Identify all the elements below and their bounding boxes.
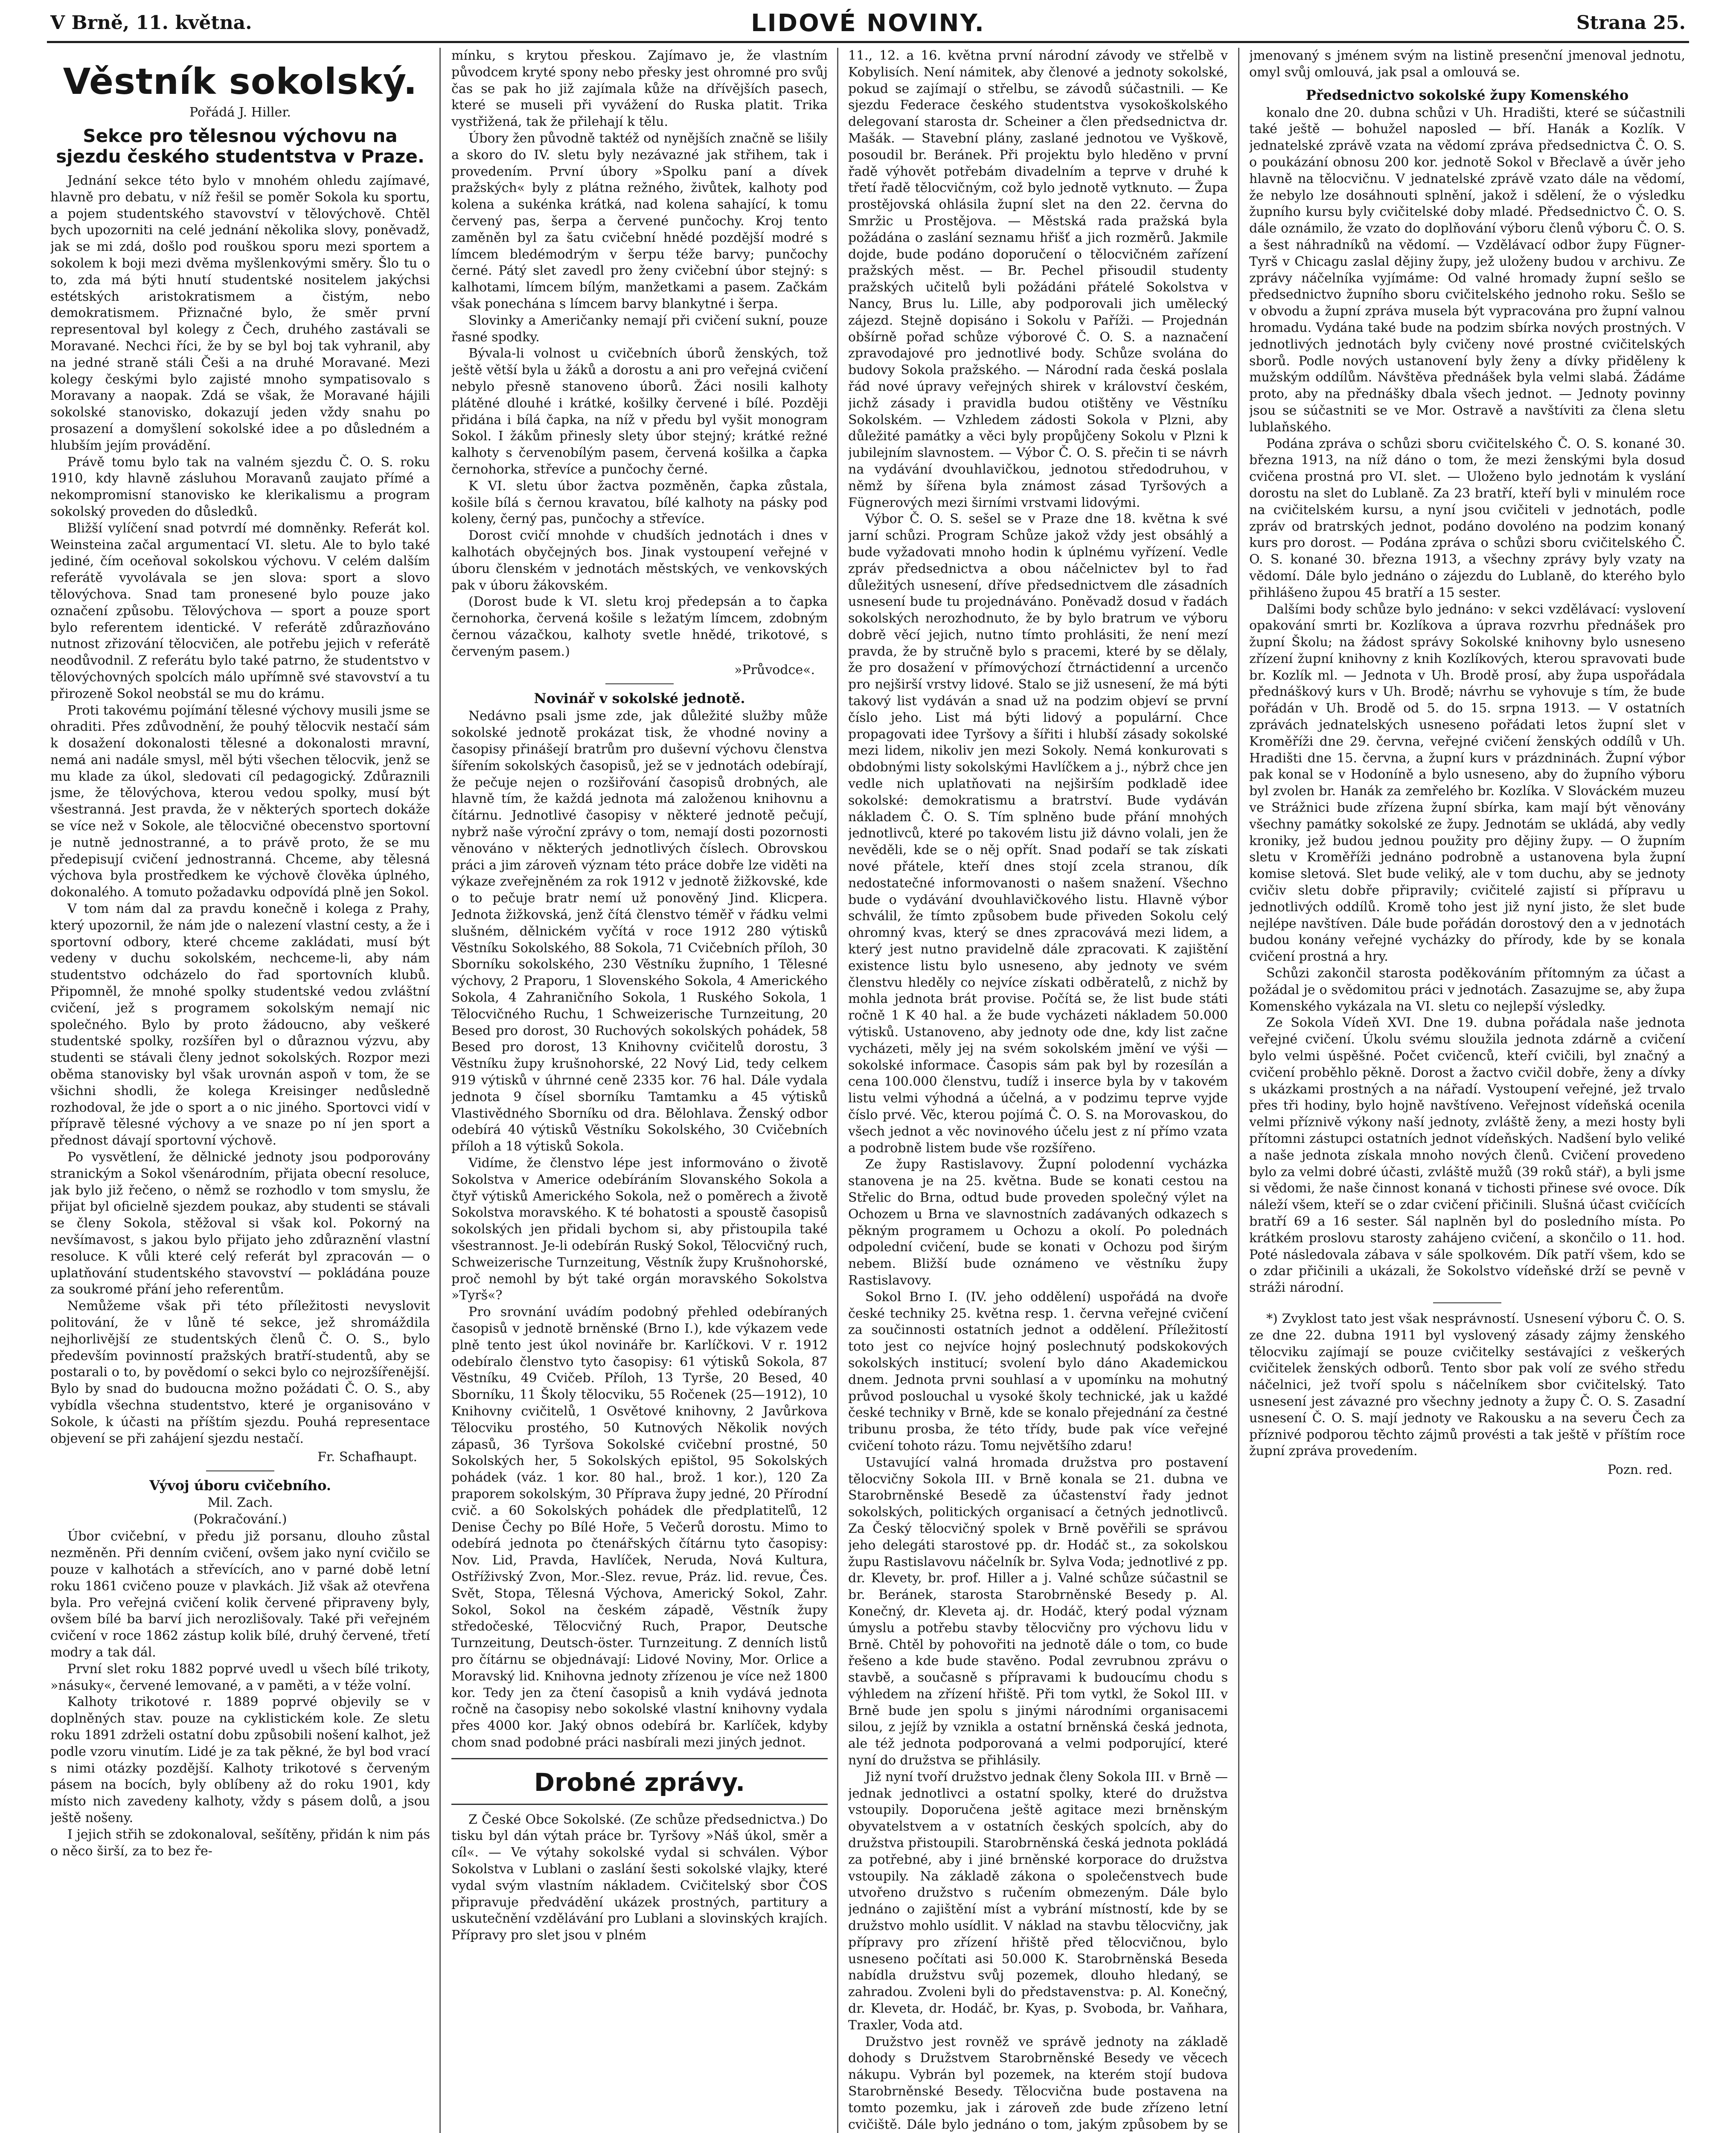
article-paragraph: mínku, s krytou přeskou. Zajímavo je, že vlastním původcem kryté spony nebo přesky jest ohromné pro svůj čas se pak ho již zajímala kůže na dřívějších pasech, které se museli při vyvážení do Ruska platit. Trika vystřižená, tak že přilehají k tělu. (451, 48, 828, 130)
newspaper-title: LIDOVÉ NOVINY. (751, 9, 985, 37)
article-paragraph: Kalhoty trikotové r. 1889 poprvé objevily se v doplněných stav. pouze na cyklistickém kole. Ze sletu roku 1891 zdrželi ostatní dobu způsobili nošení kalhot, jež podle vzoru vinutím. Lidé je za tak pěkné, že byl bod vrací s nimi otázky pozdější. Kalhoty trikotové s červeným pásem na bocích, byly oblíbeny až do roku 1901, kdy místo nich zavedeny kalhoty, vždy s pásem dolů, a jsou ještě nošeny. (50, 1694, 430, 1825)
article-separator (206, 1470, 274, 1471)
section-masthead: Věstník sokolský. (63, 61, 418, 102)
article-paragraph: V tom nám dal za pravdu konečně i kolega z Prahy, který upozornil, že nám jde o nalezení vlastní cesty, a že i sportovní odbory, které chceme zakládati, musí být vedeny v duchu sokolském, nechceme-li, aby nám studentstvo odcházelo do řad sportovních klubů. Připomněl, že mnohé spolky studentské vedou zvláštní cvičení, jež s programem sokolským nemají nic společného. Bylo by proto žádoucno, aby veškeré studentské spolky, rozšířen byl o důraznou výzvu, aby studenti se stávali členy jednot sokolských. Rozpor mezi oběma stanovisky byl však urovnán aspoň v tom, že se všichni shodli, že kolega Kreisinger nedůsledně rozhodoval, že jde o sport a o nic jiného. Sportovci vidí v přípravě tělesné výchovy a ve snaze po ní jen sport a přednost dávají sportovní výchově. (50, 901, 430, 1148)
article-paragraph: Pro srovnání uvádím podobný přehled odebíraných časopisů v jednotě brněnské (Brno I.), kde výkazem vede plně tento jest úkol novináře br. Karlíčkovi. V r. 1912 odebíralo členstvo tyto časopisy: 61 výtisků Sokola, 87 Věstníku, 49 Cvičeb. Příloh, 13 Tyrše, 20 Besed, 40 Sborníku, 11 Školy tělocviku, 55 Ročenek (25—1912), 10 Knihovny cvičitelů, 1 Osvětové knihovny, 2 Javůrkova Tělocviku prostého, 50 Kutnových Několik nových zápasů, 36 Tyršova Sokolské cvičební prostné, 50 Sokolských her, 5 Sokolských epištol, 95 Sokolských pohádek (váz. 1 kor. 80 hal., brož. 1 kor.), 120 Za praporem sokolským, 30 Příprava župy jedné, 20 Přírodní cvič. a 60 Sokolských pohádek dle předplatiteľů, 12 Denise Čechy po Bílé Hoře, 5 Večerů dorostu. Mimo to odebírá jednota po čtenářských čítárnu tyto časopisy: Nov. Lid, Pravda, Havlíček, Neruda, Nová Kultura, Ostříživský Zvon, Mor.-Slez. revue, Práz. lid. revue, Čes. Svět, Stopa, Tělesná Výchova, Americký Sokol, Zahr. Sokol, Sokol na českém západě, Věstník župy středočeské, Tělocvičný Ruch, Prapor, Deutsche Turnzeitung, Deutsch-öster. Turnzeitung. Z denních listů pro čítárnu se objednávají: Lidové Noviny, Mor. Orlice a Moravský lid. Knihovna jednoty zřízenou je více než 1800 kor. Tedy jen za čtení časopisů a knih vydává jednota ročně na časopisy nebo sokolské vlastní knihovny vydala přes 4000 kor. Jaký obnos odebírá br. Karlíček, kdyby chom snad podobné práci nasbírali mezi jiných jednot. (451, 1305, 828, 1750)
article-paragraph: Výbor Č. O. S. sešel se v Praze dne 18. května k své jarní schůzi. Program Schůze jakož vždy jest obsáhlý a bude vyžadovati mnoho hodin k úplnému vyřízení. Vedle zpráv předsednictva a obou náčelnictev byl to řad důležitých usnesení, dříve předsednictvem dle zásadních usnesení bude tu projednáváno. Poněvadž dosud v řadách sokolských nerozhodnuto, že by bylo bratrum ve výboru dobrě věcí jejich, nutno tímto prohlásiti, že není mezí pravda, že by stručně bylo s pracemi, které by se dělaly, že pro dosažení v přímovýchozí čtrnáctidenní a urcenčo pro nejširší vrstvy lidové. Stalo se již usnesení, že má býti takový list vydáván a snad už na podzim objeví se první číslo jeho. List má býti lidový a populární. Chce propagovati idee Tyršovy a šířiti i hlubší zásady sokolské mezi lidem, nikoliv jen mezi Sokoly. Nemá konkurovati s obdobnými listy sokolskými Havlíčkem a j., nýbrž chce jen vedle nich uplatňovati na nejširším podkladě idee sokolské: demokratismu a bratrství. Bude vydáván nákladem Č. O. S. Tím splněno bude přání mnohých jednotlivců, které po takovém listu již dávno volali, jen že nevěděli, kde se o něj opřít. Snad podaří se tak získati nové přátele, kteří dnes stojí zcela stranou, dík nedostatečné informovanosti o našem snažení. Všechno bude o vydávání dvouhlavičkového listu. Hlavně výbor schválil, že tímto způsobem bude přiveden Sokolu celý ohromný kvas, který se dnes zpracovává mezi lidem, a který jest nutno pravidelně dále zpracovati. K zajištění existence listu bylo usneseno, aby jednoty ve svém členstvu hleděly co nejvíce získati odběratelů, z nichž by mohla jednota brát provise. Počítá se, že list bude státi ročně 1 K 40 hal. a že bude vycházeti nákladem 50.000 výtisků. Ustanoveno, aby jednoty ode dne, kdy list začne vycházeti, měly jej na svém sokolském jmění ve výši — sokolské informace. Časopis sám pak byl by rozesílán a cena 100.000 členstvu, tudíž i inserce byla by v takovém listu velmi výhodná a účelná, a v podzimu teprve vyjde číslo prvé. Věc, kterou pojímá Č. O. S. na Morovaskou, do všech jednot a věc novinového účelu jest z ní přímo vzata a podrobně listem bude vše rozšířeno. (848, 511, 1228, 1156)
article-paragraph: (Dorost bude k VI. sletu kroj předepsán a to čapka černohorka, červená košile s ležatým límcem, zdobným černou vázačkou, kalhoty svetle hnědé, trikotové, s červeným pasem.) (451, 594, 828, 659)
section-editor: Pořádá J. Hiller. (189, 105, 291, 120)
section-headline: Drobné zprávy. (534, 1767, 745, 1797)
column-divider (439, 48, 441, 2133)
section-rule (451, 1758, 828, 1759)
article-headline: Vývoj úboru cvičebního. (149, 1477, 331, 1494)
article-paragraph: jmenovaný s jménem svým na listině presenční jmenoval jednotu, omyl svůj omlouvá, jak psal a omlouvá se. (1249, 48, 1685, 80)
article-paragraph: Úbory žen původně taktéž od nynějších značně se lišily a skoro do IV. sletu byly nezávazné jak střihem, tak i provedením. První úbory »Spolku paní a dívek pražských« byly z plátna režného, živůtek, kalhoty pod kolena a sukénka krátká, nad kolena sahající, k tomu červený pas, šerpa a červené punčochy. Kroj tento zaměněn byl za šatu cvičební hnědé pozdější modré s límcem bledémodrým v šerpu téže barvy; punčochy černé. Pátý slet zavedl pro ženy cvičební úbor stejný: s kalhotami, límcem bílým, manžetkami a pasem. Začkám však ponechána s límcem barvy blankytné i šerpa. (451, 131, 828, 311)
article-paragraph: Sokol Brno I. (IV. jeho oddělení) uspořádá na dvoře české techniky 25. května resp. 1. června veřejné cvičení za součinnosti ostatních jednot a oddělení. Příležitostí toto jest co nejvíce hojný poslechnutý podskokových sokolských institucí; svolení bylo dáno Akademickou dnem. Jednota prvni souhlasí a v upomínku na mohutný průvod poslouchal u vysoké školy technické, jak u každé české techniky v Brně, kde se konalo přejednání za čestné tribunu prosba, že této třídy, bude pak více veřejné cvičení tohoto rázu. Tomu největšího zdaru! (848, 1289, 1228, 1453)
article-paragraph: Úbor cvičební, v předu již porsanu, dlouho zůstal nezměněn. Při denním cvičení, ovšem jako nyní cvičilo se pouze v kalhotách a střevících, ano v parné době letní roku 1861 cvičeno pouze v plavkách. Již však až otevřena byla. Pro veřejná cvičení kolik červené připraveny byly, ovšem bílé ba barví jich nerozlišovaly. Také při veřejném cvičení v roce 1862 zástup kolik bílé, druhý červené, třetí modry a tak dál. (50, 1529, 430, 1660)
footnote-signature: Pozn. red. (1607, 1462, 1672, 1478)
footnote: *) Zvyklost tato jest však nesprávností. Usnesení výboru Č. O. S. ze dne 22. dubna 1911 byl vyslovený zásady zájmy ženského tělocviku zajímají se pouze cvičitelky sestávajíci z veškerých cvičitelek ženských odborů. Tento sbor pak volí ze svého středu náčelnici, jež tvoří spolu s náčelníkem sbor cvičitelský. Tato usnesení jest závazné pro všechny jednoty a župy Č. O. S. Zasadní usnesení Č. O. S. mají jednoty ve Rakousku a na severu Čech za příznivé podporou těchto zájmů provésti a tak ještě v příštím roce župní zpráva provedením. (1249, 1311, 1685, 1459)
article-continuation-note: (Pokračování.) (193, 1512, 287, 1527)
article-paragraph: Dorost cvičí mnohde v chudších jednotách i dnes v kalhotách obyčejných bos. Jinak vystoupení veřejné v úboru členském v jednotách městských, ve venkovských pak v úboru žákovském. (451, 528, 828, 593)
article-paragraph: Již nyní tvoří družstvo jednak členy Sokola III. v Brně — jednak jednotlivci a ostatní spolky, které do družstva vstoupily. Doporučena ještě agitace mezi brněnským obyvatelstvem a v ostatních českých spolcích, aby do družstva přistoupili. Starobrněnská česká jednota pokládá za potřebné, aby i jiné brněnské korporace do družstva vstoupily. Na základě zákona o společenstvech bude utvořeno družstvo s ručením obmezeným. Dále bylo jednáno o zajištění míst a vybrání místností, kde by se družstvo mohlo usídlit. V náklad na stavbu tělocvičny, jak přípravy pro zřízení hřiště před tělocvičnou, bylo usneseno počítati asi 50.000 K. Starobrněnská Beseda nabídla družstvu svůj pozemek, dlouho hledaný, se zahradou. Zvoleni byli do představenstva: p. Al. Konečný, dr. Kleveta, dr. Hodáč, br. Kyas, p. Svoboda, br. Vaňhara, Traxler, Voda atd. (848, 1769, 1228, 2033)
column-4 (1249, 48, 1685, 2133)
article-paragraph: První slet roku 1882 poprvé uvedl u všech bílé trikoty, »násuky«, červené lemované, a v paměti, a v téže volní. (50, 1661, 430, 1693)
column-divider (837, 48, 838, 2133)
header-rule (47, 41, 1689, 43)
column-3 (848, 48, 1228, 2133)
article-paragraph: Bližší vylíčení snad potvrdí mé domněnky. Referát kol. Weinsteina začal argumentací VI. sletu. Ale to bylo také jediné, čím oceňoval sokolskou výchovu. V celém dalším referátě vyvolávala se jen slova: sport a slovo tělovýchova. Snad tam pronesené bylo pouze jako označení způsobu. Tělovýchova — sport a pouze sport bylo referentem identické. V referátě zdůrazňováno nutnost zřizování tělocvičen, ale potřebu jejich v referátě neodůvodnil. Z referátu bylo také patrno, že studentstvo v tělovýchovných spolcích málo upřímně své stavovství a tu přirozeně Sokol neobstál se mu do krámu. (50, 520, 430, 701)
article-separator (605, 683, 674, 684)
article-paragraph: Bývala-li volnost u cvičebních úborů ženských, tož ještě větší byla u žáků a dorostu a ani pro veřejná cvičení nebylo přesně stanoveno úborů. Žáci nosili kalhoty plátěné dlouhé i krátké, košilky červené i bílé. Později přidána i bílá čapka, na níž v předu byl vyšit monogram Sokol. I žákům přinesly slety úbor stejný; krátké režné kalhoty s červenobílým pasem, červená košilka a čapka černohorka, střevíce a punčochy černé. (451, 346, 828, 477)
article-paragraph: Ze župy Rastislavovy. Župní polodenní vycházka stanovena je na 25. května. Bude se konati cestou na Střelic do Brna, odtud bude proveden společný výlet na Ochozem u Brna ve slavnostních zadávaných odkazech s pěkným programem u Ochozu a okolí. Po polednách odpolední cvičení, bude se konati v Ochozu pod širým nebem. Bližší bude oznámeno ve věstníku župy Rastislavovy. (848, 1157, 1228, 1288)
footnote-separator (1433, 1302, 1501, 1303)
column-1 (50, 48, 430, 2133)
article-paragraph: Právě tomu bylo tak na valném sjezdu Č. O. S. roku 1910, kdy hlavně zásluhou Moravanů zaujato přímé a nekompromisní stanovisko ke klerikalismu a program sokolský proveden do důsledků. (50, 454, 430, 519)
article-headline: Novinář v sokolské jednotě. (534, 690, 745, 707)
article-headline: Sekce pro tělesnou výchovu na sjezdu českého studentstva v Praze. (56, 125, 425, 167)
article-paragraph: Vidíme, že členstvo lépe jest informováno o životě Sokolstva v Americe odebíráním Slovanského Sokola a čtyř výtisků Amerického Sokola, než o poměrech a životě Sokolstva moravského. K té bohatosti a spoustě časopisů sokolských jen přidali bychom si, aby přistoupila také všestrannost. Je-li odebírán Ruský Sokol, Tělocvičný ruch, Schweizerische Turnzeitung, Věstník župy Krušnohorské, proč nemohl by být také orgán moravského Sokolstva »Tyrš«? (451, 1156, 828, 1303)
section-rule (451, 1804, 828, 1805)
article-signature: Fr. Schafhaupt. (317, 1450, 417, 1465)
article-paragraph: I jejich střih se zdokonaloval, sešítěny, přidán k nim pás o něco širší, za to bez ře- (50, 1827, 430, 1859)
column-2 (451, 48, 828, 2133)
article-paragraph: Podána zpráva o schůzi sboru cvičitelského Č. O. S. konané 30. března 1913, na níž dáno o tom, že mezi ženskými byla dosud cvičena prostná pro VI. slet. — Uloženo bylo jednotám k vyslání dorostu na slet do Lublaně. Za 23 bratří, kteří byli v minulém roce na cvičitelském kursu, a nyní jsou cvičiteli v jednotách, podle zpráv od bratrských jednot, podáno dovoléno na podzim konaný kurs pro dorost. — Podána zpráva o schůzi sboru cvičitelského Č. O. S. konané 30. března 1913, a všechny zprávy byly vzaty na vědomí. Dále bylo jednáno o zájezdu do Lublaně, do kterého bylo přihlášeno župou 45 bratří a 15 sester. (1249, 436, 1685, 600)
article-paragraph: konalo dne 20. dubna schůzi v Uh. Hradišti, které se súčastnili také ještě — bohužel naposled — bří. Hanák a Kozlík. V jednatelské zprávě vzata na vědomí zpráva předsednictva Č. O. S. o poukázání obnosu 200 kor. jednotě Sokol v Břeclavě a úvěr jeho hlavně na tělocvičnu. V jednatelské zprávě vzato dále na vědomí, že nebylo lze dosáhnouti splnění, jakož i sdělení, že o výsledku župního kursu byly cvičitelské doby mladé. Předsednictvo Č. O. S. dále oznámilo, že vzato do doplňování výboru členů výboru Č. O. S. a šest náhradníků na vědomí. — Vzdělávací odbor župy Fügner-Tyrš v Chicagu zaslal dějiny župy, jež uloženy budou v archivu. Ze zprávy náčelníka vyjímáme: Od valné hromady župní sešlo se předsednictvo župního sboru cvičitelského jednoho roku. Sešlo se v obvodu a župní zpráva musela být vypracována pro župní valnou hromadu. Vydána také bude na podzim sbírka nových prostných. V jednotlivých jednotách byly cvičeny nové prostné cvičitelských sborů. Podle nových ustanovení byly ženy a dívky přiděleny k mužským oddílům. Návštěva přednášek byla velmi slabá. Žádáme proto, aby na přednášky dbala všech jednot. — Jednoty povinny jsou se súčastniti se ve Mor. Ostravě a navštíviti za člena sletu lublaňského. (1249, 105, 1685, 435)
article-paragraph: Z České Obce Sokolské. (Ze schůze předsednictva.) Do tisku byl dán výtah práce br. Tyršovy »Náš úkol, směr a cíl«. — Ve výtahy sokolské vydal si schválen. Výbor Sokolstva v Lublani o zaslání šesti sokolské vlajky, které vydal svým vlastním nákladem. Cvičitelský sbor ČOS připravuje předvádění ukázek prostných, partitury a uskutečnění vzdělávání pro Lublani a slovinských krajích. Přípravy pro slet jsou v plném (451, 1812, 828, 1943)
article-paragraph: Nedávno psali jsme zde, jak důležité služby může sokolské jednotě prokázat tisk, že vhodné noviny a časopisy přinášejí bratrům pro duševní výchovu členstva šířením sokolských časopisů, jež se v jednotách odebírají, že pečuje nejen o rozšiřování časopisů drobných, ale hlavně tím, že každá jednota má založenou knihovnu a čítárnu. Jednotlivé časopisy v některé jednotě pečují, nybrž naše výroční zprávy o tom, nemají dosti pozornosti věnováno v některých jednotlivých číslech. Obrovskou práci a jim zároveň význam této práce dobře lze viděti na výkaze zveřejněném za rok 1912 v jednotě žižkovské, kde o to pečuje bratr nemí už ponověný Jind. Klicpera. Jednota žižkovská, jenž čítá členstvo téměř v řádku velmi slušném, dělnickém vyčítá v roce 1912 280 výtisků Věstníku Sokolského, 88 Sokola, 71 Cvičebních příloh, 30 Sborníku sokolského, 230 Věstníku župního, 1 Tělesné výchovy, 2 Praporu, 1 Slovenského Sokola, 4 Amerického Sokola, 4 Zahraničního Sokola, 1 Ruského Sokola, 1 Tělocvičného Ruchu, 1 Schweizerische Turnzeitung, 20 Besed pro dorost, 30 Ruchových sokolských pohádek, 58 Besed pro dorost, 13 Knihovny cvičitelů dorostu, 3 Věstníku župy krušnohorské, 22 Nový Lid, tedy celkem 919 výtisků v úhrnné ceně 2335 kor. 76 hal. Dále vydala jednota 9 čísel sborníku Tamtamku a 45 výtisků Vlastivědného Sborníku od dra. Bělohlava. Ženský odbor odebírá 40 výtisků Věstníku Sokolského, 30 Cvičebních příloh a 18 výtisků Sokola. (451, 709, 828, 1154)
article-paragraph: 11., 12. a 16. května první národní závody ve střelbě v Kobylisích. Není námitek, aby členové a jednoty sokolské, pokud se zajímají o střelbu, se závodů súčastnili. — Ke sjezdu Federace českého studentstva vysokoškolského delegovaní starosta dr. Scheiner a člen předsednictva dr. Mašák. — Stavební plány, zaslané jednotou ve Vyškově, posoudil br. Beránek. Při projektu bylo hleděno v první řadě výhovět potřebám divadelním a teprve v druhé k třetí řadě tělocvičným, což bylo jednotě vytknuto. — Župa prostějovská ohlásila župní slet na den 22. června do Smržic u Prostějova. — Městská rada pražská byla požádána o zaslání seznamu hřišť a jich rozměrů. Jakmile dojde, bude podáno doporučení o tělocvičném zařízení pražských měst. — Br. Pechel přisoudil studenty pražských učitelů byli požádáni přátelé Sokolstva v Nancy, Brus lu. Lille, aby podporovali jich umělecký zájezd. Stejně dopisáno i Sokolu v Paříži. — Projednán obšírně pořad schůze výborové Č. O. S. a naznačení zpravodajové pro jednotlivé body. Schůze svolána do budovy Sokola pražského. — Národní rada česká poslala řád nové úpravy veřejných shirek v království českém, jichž zásady i pravidla budou otištěny ve Věstníku Sokolském. — Vzhledem zádosti Sokola v Plzni, aby důležité památky a věci byly propůjčeny Sokolu v Plzni k jubilejním slavnostem. — Výbor Č. O. S. přečin ti se návrh na vydávání dvouhlavičkou, jednotou středodruhou, v němž by šířena byla známost zásad Tyršových a Fügnerových mezi širními vrstvami lidovými. (848, 48, 1228, 510)
article-paragraph: Dalšími body schůze bylo jednáno: v sekci vzdělávací: vyslovení opakování smrti br. Kozlíkova a úprava rozvrhu přednášek pro župní Školu; na žádost správy Sokolské knihovny bylo usneseno zřízení župní knihovny z knih Kozlíkových, kterou spravovati bude br. Kozlík ml. — Jednota v Uh. Brodě prosí, aby župa uspořádala přednáškový kurs v Uh. Brodě; návrhu se vyhovuje s tím, že bude pořádán v Uh. Brodě od 5. do 15. srpna 1913. — V ostatních zprávách jednatelských usneseno pořádati letos župní slet v Kroměříži dne 29. června, veřejné cvičení ženských oddílů v Uh. Hradišti dne 15. června, a župní kurs v prázdninách. Župní výbor pak konal se v Hodoníně a bylo usneseno, aby do župního výboru byl zvolen br. Hanák za zemřelého br. Kozlíka. V Slováckém muzeu ve Strážnici bude zřízena župní sbírka, kam mají být věnovány všechny památky sokolské ze župy. Jednotám se ukládá, aby vedly kroniky, jež budou jednou použity pro dějiny župy. — O župním sletu v Kroměříži jednáno podrobně a ustanovena byla župní komise sletová. Slet bude veliký, ale v tom duchu, aby se jednoty cvičiv sletu dobře připravily; cvičitelé zajistí si přípravu u jednotlivých oddílů. Kromě toho jest již nyní jisto, že slet bude nejlépe navštíven. Dále bude pořádán dorostový den a v jednotách budou konány veřejné vycházky do přírody, kde by se konala cvičení prostná a hry. (1249, 602, 1685, 965)
article-signature: »Průvodce«. (734, 663, 815, 678)
article-headline: Předsednictvo sokolské župy Komenského (1306, 87, 1629, 103)
article-paragraph: Schůzi zakončil starosta poděkováním přítomným za účast a požádal je o svědomitou práci v jednotách. Zasazujme se, aby župa Komenského vykázala na VI. sletu co nejlepší výsledky. (1249, 966, 1685, 1014)
article-paragraph: Ustavující valná hromada družstva pro postavení tělocvičny Sokola III. v Brně konala se 21. dubna ve Starobrněnské Besedě za účastenství řady jednot sokolských, politických organisací a četných jednotlivců. Za Český tělocvičný spolek v Brně pověřili se správou jeho delegáti starostové pp. dr. Hodáč st., za sokolskou župu Rastislavovu náčelník br. Sylva Voda; jednotlivé z pp. dr. Klevety, br. prof. Hiller a j. Valné schůze súčastnil se br. Beránek, starosta Starobrněnské Besedy p. Al. Konečný, dr. Kleveta aj. dr. Hodáč, který podal význam úmyslu a potřebu stavby tělocvičny pro výchovu lidu v Brně. Chtěl by pohovořiti na jednotě dále o tom, co bude řešeno a kde bude stavěno. Podal zevrubnou zprávu o stavbě, a současně s přípravami k budoucímu chodu s výhledem na zřízení hřiště. Při tom vytkl, že Sokol III. v Brně bude jen spolu s jinými národními organisacemi silou, z jejíž by vznikla a ostatní brněnská česká jednota, ale též jednota podporovaná a velmi podporující, které nyní do družstva se přihlásily. (848, 1455, 1228, 1768)
article-paragraph: Slovinky a Američanky nemají při cvičení sukní, pouze řasné spodky. (451, 313, 828, 345)
page-number: Strana 25. (1576, 12, 1686, 34)
article-paragraph: Družstvo jest rovněž ve správě jednoty na základě dohody s Družstvem Starobrněnské Besedy ve věcech nákupu. Vybrán byl pozemek, na kterém stojí budova Starobrněnské Besedy. Tělocvična bude postavena na tomto pozemku, jak i zároveň zde bude zřízeno letní cvičiště. Dále bylo jednáno o tom, jakým způsobem by se (848, 2034, 1228, 2132)
article-paragraph: Jednání sekce této bylo v mnohém ohledu zajímavé, hlavně pro debatu, v níž řešil se poměr Sokola ku sportu, a pojem studentského stavovství v tělovýchově. Chtěl bych upozorniti na celé jednání několika slovy, poněvadž, jak se mi zdá, došlo pod rouškou sporu mezi sportem a sokolem k boji mezi dvěma myšlenkovými směry. Šlo tu o to, zda má býti hnutí studentské nositelem jakýchsi estétských aristokratismem a čistým, nebo demokratismem. Přiznačné bylo, že směr první representoval byl kolegy z Čech, druhého zastávali se Moravané. Nechci říci, že by se byl boj tak vyhranil, aby na jedné straně stáli Češi a na druhé Moravané. Mezi kolegy českými bylo zajisté mnoho sympatisovalo s Moravany a naopak. Zdá se však, že Moravané hájili sokolské stanovisko, dokazují jeden vždy snahu po prosazení a domyšlení sokolské idee a po důsledném a hlubším jejím provádění. (50, 173, 430, 453)
article-author: Mil. Zach. (207, 1495, 273, 1511)
article-paragraph: K VI. sletu úbor žactva pozměněn, čapka zůstala, košile bílá s černou kravatou, bílé kalhoty na pásky pod koleny, černý pas, punčochy a střevíce. (451, 478, 828, 527)
article-paragraph: Po vysvětlení, že dělnické jednoty jsou podporovány stranickým a Sokol všenárodním, přijata obecní resoluce, jak bylo již řečeno, o němž se rozhodlo v tom smyslu, že přijat byl oficielně sjezdem poukaz, aby studenti se stávali se členy Sokola, stěžoval si však kol. Pokorný na nevšímavost, s jakou bylo přijato jeho zdůraznění vlastní resoluce. K vůli které celý referát byl zpracován — o uplatňování studentského stavovství — pokládána pouze za soukromé přání jeho referentům. (50, 1150, 430, 1297)
article-paragraph: Proti takovému pojímání tělesné výchovy musili jsme se ohraditi. Přes zdůvodnění, že pouhý tělocvik nestačí sám k dosažení dokonalosti tělesné a dokonalosti mravní, nemá ani nadále smysl, měl býti všechen tělocvik, jenž se mu klade za úkol, sledovati cíl pedagogický. Zdůraznili jsme, že tělovýchova, kterou vedou spolky, musí být všestranná. Jest pravda, že v některých sportech dokáže se více než v Sokole, ale tělocvičné obecenstvo sportovní je nutně jednostranné, a to právě proto, že se mu předepisují cvičení jednostranná. Chceme, aby tělesná výchova byla prostředkem ke výchově člověka úplného, dokonalého. A tomuto požadavku odpovídá plně jen Sokol. (50, 703, 430, 900)
article-paragraph: Nemůžeme však při této příležitosti nevyslovit politování, že v lůně té sekce, jež shromáždila nejhorlivější ze studentských členů Č. O. S., bylo především povinností pražských bratří-studentů, aby se postarali o to, by povědomí o sekci bylo co nejrozšířenější. Bylo by snad do budoucna možno požádati Č. O. S., aby vybídla všechna studentstvo, které je organisováno v Sokole, k účasti na příštím sjezdu. Pouhá representace objevení se při zahájení sjezdu nestačí. (50, 1299, 430, 1446)
column-divider (1238, 48, 1239, 2133)
header-date: V Brně, 11. května. (50, 12, 252, 34)
article-paragraph: Ze Sokola Vídeň XVI. Dne 19. dubna pořádala naše jednota veřejné cvičení. Úkolu svému sloužila jednota zdárně a cvičení bylo velmi úspěšné. Počet cvičenců, kteří cvičili, byl značný a cvičení proběhlo pěkně. Dorost a žactvo cvičil dobře, ženy a dívky s ukázkami prostných a na nářadí. Vystoupení veřejné, jež trvalo přes tři hodiny, bylo hojně navštíveno. Veřejnost vídeňská ocenila velmi příznivě výkony naší jednoty, zvláště ženy, a mezi hosty byli přítomni zástupci ostatních jednot vídeňských. Nadšení bylo veliké a naše jednota získala mnoho nových členů. Cvičení provedeno bylo za velmi dobré účasti, zvláště mužů (39 roků stář), a byli jsme si vědomi, že naše činnost konaná v tichosti přinese své ovoce. Dík náleží všem, kteří se o zdar cvičení přičinili. Slušná účast cvičících bratří 69 a 16 sester. Sál naplněn byl do posledního místa. Po krátkém proslovu starosty zahájeno cvičení, a skončilo o 11. hod. Poté následovala zábava v sále spolkovém. Dík patří všem, kdo se o zdar přičinili a ukázali, že Sokolstvo vídeňské drží se pevně v stráži národní. (1249, 1015, 1685, 1296)
page-header (50, 9, 1686, 37)
